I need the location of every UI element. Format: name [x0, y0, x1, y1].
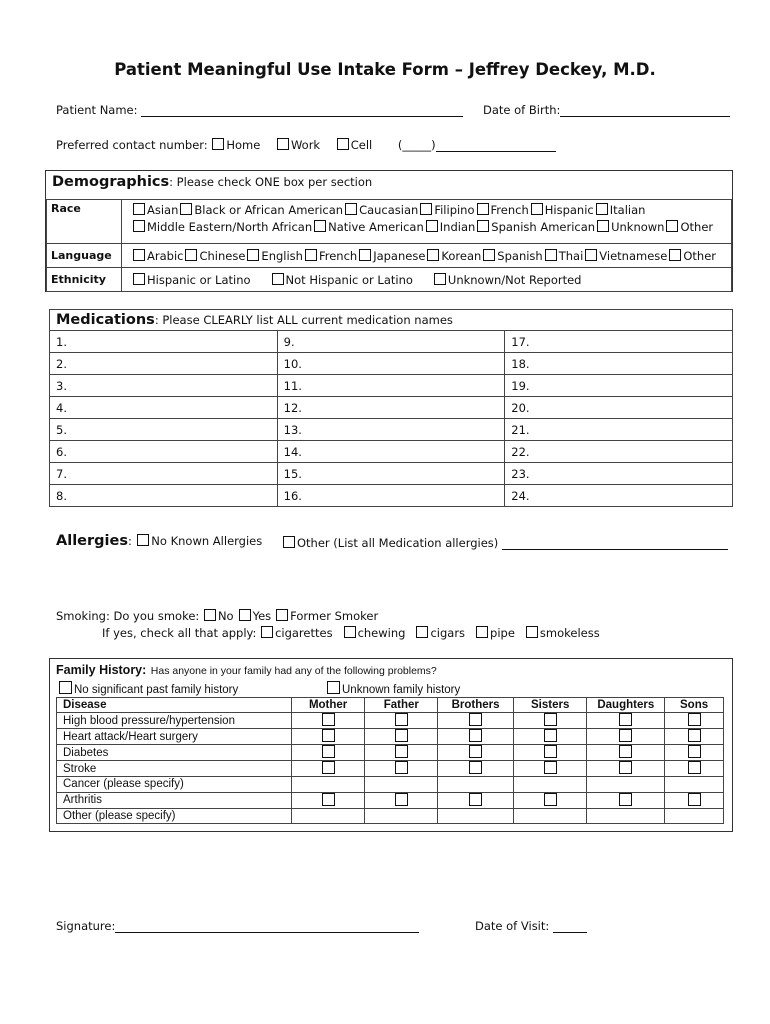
relative-daughters-checkbox[interactable]: [619, 745, 632, 758]
family-history-header: [56, 661, 437, 679]
race-asian-checkbox[interactable]: [133, 203, 145, 215]
unknown-history-checkbox[interactable]: [327, 681, 340, 694]
relative-cell: [665, 792, 724, 808]
ethnicity-option-hispanic-or-latino: [132, 273, 251, 287]
language-option-korean: [426, 249, 481, 263]
column-header-daughters: Daughters: [587, 698, 665, 713]
allergies-heading: Allergies: [56, 533, 128, 549]
relative-mother-checkbox[interactable]: [322, 793, 335, 806]
medication-cell[interactable]: 10.: [277, 353, 505, 375]
race-italian-checkbox[interactable]: [596, 203, 608, 215]
relative-cell: [291, 792, 365, 808]
smoking-type-option-cigars: [415, 626, 465, 640]
ethnicity-hispanic-or-latino-label: Hispanic or Latino: [147, 272, 251, 287]
allergies-colon: :: [127, 534, 132, 548]
language-label: Language: [47, 244, 122, 268]
medication-cell[interactable]: 14.: [277, 441, 505, 463]
smoking-former-smoker-label: Former Smoker: [290, 609, 379, 623]
race-black-or-african-american-checkbox[interactable]: [180, 203, 192, 215]
no-significant-history-checkbox[interactable]: [59, 681, 72, 694]
race-filipino-checkbox[interactable]: [420, 203, 432, 215]
phone-area-code[interactable]: (_____): [397, 138, 436, 152]
language-option-chinese: [184, 249, 245, 263]
race-option-french: [476, 202, 529, 219]
family-history-row: [57, 745, 724, 761]
relative-mother-checkbox[interactable]: [322, 713, 335, 726]
family-history-section: [49, 658, 733, 832]
relative-sisters-checkbox[interactable]: [544, 745, 557, 758]
race-asian-label: Asian: [147, 203, 179, 217]
race-options: [122, 200, 732, 244]
patient-name-row: [56, 103, 463, 117]
language-thai-label: Thai: [558, 248, 584, 263]
medication-cell[interactable]: 3.: [50, 375, 278, 397]
language-other-label: Other: [683, 248, 717, 263]
relative-cell: [438, 729, 514, 745]
family-history-heading: Family History:: [56, 663, 147, 677]
relative-cell: [365, 761, 438, 777]
demographics-header: [46, 171, 732, 199]
race-spanish-american-label: Spanish American: [491, 220, 596, 234]
race-middle-eastern-north-african-label: Middle Eastern/North African: [147, 220, 313, 234]
medication-cell[interactable]: 6.: [50, 441, 278, 463]
relative-cell: [291, 713, 365, 729]
smoking-type-option-cigarettes: [260, 626, 333, 640]
language-english-checkbox[interactable]: [247, 249, 259, 261]
race-other-label: Other: [680, 220, 714, 234]
dob-row: [483, 103, 730, 117]
disease-name: Other (please specify): [57, 808, 292, 824]
dob-label: Date of Birth:: [483, 103, 561, 117]
smoking-type-chewing-checkbox[interactable]: [344, 626, 356, 638]
patient-name-label: Patient Name:: [56, 103, 138, 117]
contact-label: Preferred contact number:: [56, 138, 208, 152]
relative-sisters-checkbox[interactable]: [544, 761, 557, 774]
medication-cell[interactable]: 7.: [50, 463, 278, 485]
family-history-header-row: [57, 698, 724, 713]
language-option-other: [668, 249, 716, 263]
relative-cell: [513, 729, 587, 745]
language-option-thai: [544, 249, 584, 263]
relative-cell: [438, 713, 514, 729]
relative-cell: [365, 777, 438, 793]
smoking-yes-checkbox[interactable]: [239, 609, 251, 621]
contact-work-checkbox[interactable]: [277, 138, 289, 150]
ethnicity-options: [122, 268, 732, 292]
relative-cell: [365, 792, 438, 808]
relative-cell: [587, 745, 665, 761]
relative-cell: [291, 761, 365, 777]
other-allergies-field[interactable]: [502, 537, 728, 550]
language-option-vietnamese: [584, 249, 667, 263]
disease-name: Cancer (please specify): [57, 777, 292, 793]
relative-cell: [665, 777, 724, 793]
medication-cell[interactable]: 18.: [505, 353, 733, 375]
race-black-or-african-american-label: Black or African American: [194, 203, 344, 217]
language-korean-checkbox[interactable]: [427, 249, 439, 261]
relative-cell: [291, 729, 365, 745]
race-french-checkbox[interactable]: [477, 203, 489, 215]
unknown-history-option: [326, 681, 460, 696]
race-option-native-american: [313, 219, 424, 236]
language-korean-label: Korean: [441, 248, 482, 263]
relative-cell: [365, 713, 438, 729]
relative-cell: [665, 761, 724, 777]
relative-cell: [291, 777, 365, 793]
relative-brothers-checkbox[interactable]: [469, 793, 482, 806]
ethnicity-row: [47, 268, 732, 292]
relative-father-checkbox[interactable]: [395, 793, 408, 806]
relative-sisters-checkbox[interactable]: [544, 729, 557, 742]
race-caucasian-checkbox[interactable]: [345, 203, 357, 215]
medication-cell[interactable]: 22.: [505, 441, 733, 463]
race-french-label: French: [490, 203, 529, 217]
relative-cell: [513, 792, 587, 808]
medication-cell[interactable]: 16.: [277, 485, 505, 507]
ethnicity-unknown-not-reported-checkbox[interactable]: [434, 273, 446, 285]
other-allergies-row: [282, 536, 728, 550]
relative-brothers-checkbox[interactable]: [469, 761, 482, 774]
smoking-no-checkbox[interactable]: [204, 609, 216, 621]
unknown-history-label: Unknown family history: [342, 684, 461, 696]
relative-father-checkbox[interactable]: [395, 745, 408, 758]
dob-field[interactable]: [560, 104, 730, 117]
race-option-hispanic: [530, 202, 594, 219]
race-hispanic-label: Hispanic: [544, 203, 594, 217]
language-french-label: French: [318, 248, 358, 263]
language-vietnamese-label: Vietnamese: [599, 248, 668, 263]
medication-row: [50, 419, 733, 441]
relative-cell: [587, 729, 665, 745]
smoking-option-no: [203, 609, 234, 623]
medication-cell[interactable]: 1.: [50, 331, 278, 353]
relative-mother-checkbox[interactable]: [322, 761, 335, 774]
relative-cell: [513, 713, 587, 729]
medication-row: [50, 485, 733, 507]
other-allergies-checkbox[interactable]: [283, 536, 295, 548]
race-hispanic-checkbox[interactable]: [531, 203, 543, 215]
column-header-sisters: Sisters: [513, 698, 587, 713]
language-other-checkbox[interactable]: [669, 249, 681, 261]
smoking-type-cigars-label: cigars: [430, 626, 466, 640]
medication-cell[interactable]: 12.: [277, 397, 505, 419]
smoking-type-pipe-label: pipe: [490, 626, 515, 640]
relative-cell: [587, 792, 665, 808]
medication-cell[interactable]: 24.: [505, 485, 733, 507]
column-header-mother: Mother: [291, 698, 365, 713]
language-thai-checkbox[interactable]: [545, 249, 557, 261]
relative-brothers-checkbox[interactable]: [469, 745, 482, 758]
column-header-disease: Disease: [57, 698, 292, 713]
patient-name-field[interactable]: [141, 104, 463, 117]
language-option-japanese: [358, 249, 425, 263]
medication-cell[interactable]: 11.: [277, 375, 505, 397]
relative-cell: [438, 761, 514, 777]
medication-row: [50, 331, 733, 353]
language-french-checkbox[interactable]: [305, 249, 317, 261]
relative-cell: [438, 777, 514, 793]
ethnicity-not-hispanic-or-latino-checkbox[interactable]: [272, 273, 284, 285]
date-of-visit-row: [475, 919, 587, 933]
contact-home-checkbox[interactable]: [212, 138, 224, 150]
relative-cell: [513, 745, 587, 761]
ethnicity-option-not-hispanic-or-latino: [271, 273, 413, 287]
smoking-type-option-smokeless: [525, 626, 600, 640]
race-indian-checkbox[interactable]: [426, 220, 438, 232]
medication-cell[interactable]: 20.: [505, 397, 733, 419]
smoking-question: Smoking: Do you smoke:: [56, 609, 200, 623]
medications-table: [49, 330, 733, 507]
race-middle-eastern-north-african-checkbox[interactable]: [133, 220, 145, 232]
family-history-row: [57, 713, 724, 729]
medication-cell[interactable]: 23.: [505, 463, 733, 485]
ethnicity-option-unknown-not-reported: [433, 273, 582, 287]
language-row: [47, 244, 732, 268]
relative-father-checkbox[interactable]: [395, 713, 408, 726]
contact-cell-label: Cell: [350, 138, 373, 152]
smoking-yes-label: Yes: [252, 609, 272, 623]
relative-sons-checkbox[interactable]: [688, 793, 701, 806]
contact-home-label: Home: [226, 138, 261, 152]
column-header-brothers: Brothers: [438, 698, 514, 713]
ethnicity-hispanic-or-latino-checkbox[interactable]: [133, 273, 145, 285]
medication-cell[interactable]: 8.: [50, 485, 278, 507]
race-other-checkbox[interactable]: [666, 220, 678, 232]
relative-cell: [291, 745, 365, 761]
relative-daughters-checkbox[interactable]: [619, 729, 632, 742]
medication-cell[interactable]: 15.: [277, 463, 505, 485]
contact-work-label: Work: [290, 138, 321, 152]
relative-cell: [587, 808, 665, 824]
race-option-caucasian: [344, 202, 418, 219]
ethnicity-unknown-not-reported-label: Unknown/Not Reported: [447, 272, 582, 287]
medication-cell[interactable]: 9.: [277, 331, 505, 353]
relative-father-checkbox[interactable]: [395, 729, 408, 742]
language-arabic-checkbox[interactable]: [133, 249, 145, 261]
relative-brothers-checkbox[interactable]: [469, 729, 482, 742]
smoking-type-pipe-checkbox[interactable]: [476, 626, 488, 638]
smoking-row: [56, 609, 382, 623]
medication-cell[interactable]: 21.: [505, 419, 733, 441]
race-option-indian: [425, 219, 476, 236]
medication-cell[interactable]: 13.: [277, 419, 505, 441]
allergies-row: [56, 532, 262, 550]
relative-mother-checkbox[interactable]: [322, 745, 335, 758]
medication-row: [50, 353, 733, 375]
race-option-spanish-american: [476, 219, 595, 236]
relative-cell: [513, 777, 587, 793]
relative-cell: [665, 745, 724, 761]
contact-row: [56, 138, 556, 152]
other-allergies-label: Other (List all Medication allergies): [297, 536, 499, 550]
medication-row: [50, 463, 733, 485]
ethnicity-label: Ethnicity: [47, 268, 122, 292]
race-option-unknown: [596, 219, 664, 236]
relative-cell: [587, 761, 665, 777]
no-significant-history-option: [58, 681, 238, 696]
race-spanish-american-checkbox[interactable]: [477, 220, 489, 232]
smoking-type-cigarettes-checkbox[interactable]: [261, 626, 273, 638]
language-japanese-checkbox[interactable]: [359, 249, 371, 261]
relative-father-checkbox[interactable]: [395, 761, 408, 774]
signature-row: [56, 919, 419, 933]
no-known-allergies-label: No Known Allergies: [151, 534, 263, 548]
smoking-type-smokeless-label: smokeless: [539, 626, 600, 640]
relative-sisters-checkbox[interactable]: [544, 713, 557, 726]
race-unknown-label: Unknown: [611, 220, 665, 234]
relative-cell: [587, 777, 665, 793]
language-spanish-checkbox[interactable]: [483, 249, 495, 261]
disease-name: Heart attack/Heart surgery: [57, 729, 292, 745]
relative-cell: [291, 808, 365, 824]
smoking-no-label: No: [217, 609, 234, 623]
language-option-english: [246, 249, 303, 263]
family-history-row: [57, 808, 724, 824]
no-significant-history-label: No significant past family history: [74, 684, 239, 696]
relative-mother-checkbox[interactable]: [322, 729, 335, 742]
relative-daughters-checkbox[interactable]: [619, 793, 632, 806]
relative-sons-checkbox[interactable]: [688, 745, 701, 758]
medication-cell[interactable]: 2.: [50, 353, 278, 375]
family-history-table: [56, 697, 724, 824]
relative-cell: [438, 808, 514, 824]
relative-brothers-checkbox[interactable]: [469, 713, 482, 726]
language-english-label: English: [261, 248, 303, 263]
medications-section: [49, 309, 733, 511]
race-indian-label: Indian: [439, 220, 476, 234]
race-unknown-checkbox[interactable]: [597, 220, 609, 232]
language-chinese-label: Chinese: [199, 248, 246, 263]
demographics-subheading: : Please check ONE box per section: [169, 175, 373, 189]
smoking-option-former-smoker: [275, 609, 378, 623]
medication-row: [50, 397, 733, 419]
family-history-row: [57, 729, 724, 745]
smoking-type-cigarettes-label: cigarettes: [275, 626, 333, 640]
disease-name: High blood pressure/hypertension: [57, 713, 292, 729]
smoking-type-option-chewing: [343, 626, 406, 640]
phone-number-field[interactable]: [436, 139, 556, 152]
language-chinese-checkbox[interactable]: [185, 249, 197, 261]
race-native-american-label: Native American: [328, 220, 424, 234]
race-option-filipino: [419, 202, 474, 219]
signature-field[interactable]: [115, 920, 419, 933]
family-history-row: [57, 777, 724, 793]
disease-name: Stroke: [57, 761, 292, 777]
signature-label: Signature:: [56, 919, 116, 933]
relative-sisters-checkbox[interactable]: [544, 793, 557, 806]
race-caucasian-label: Caucasian: [359, 203, 419, 217]
relative-cell: [665, 808, 724, 824]
race-native-american-checkbox[interactable]: [314, 220, 326, 232]
smoking-type-cigars-checkbox[interactable]: [416, 626, 428, 638]
medication-row: [50, 441, 733, 463]
relative-sons-checkbox[interactable]: [688, 713, 701, 726]
race-italian-label: Italian: [609, 203, 646, 217]
smoking-type-option-pipe: [475, 626, 515, 640]
race-option-black-or-african-american: [179, 202, 343, 219]
medication-cell[interactable]: 5.: [50, 419, 278, 441]
medication-cell[interactable]: 17.: [505, 331, 733, 353]
language-option-french: [304, 249, 357, 263]
relative-cell: [438, 792, 514, 808]
disease-name: Diabetes: [57, 745, 292, 761]
medications-subheading: : Please CLEARLY list ALL current medication names: [154, 313, 453, 327]
race-option-middle-eastern-north-african: [132, 219, 312, 236]
relative-cell: [438, 745, 514, 761]
race-filipino-label: Filipino: [434, 203, 475, 217]
date-of-visit-field[interactable]: [553, 920, 587, 933]
smoking-former-smoker-checkbox[interactable]: [276, 609, 288, 621]
smoking-followup: If yes, check all that apply:: [102, 626, 257, 640]
form-title: Patient Meaningful Use Intake Form – Jeffrey Deckey, M.D.: [114, 60, 656, 79]
race-option-italian: [595, 202, 646, 219]
race-option-asian: [132, 202, 178, 219]
no-known-allergies-checkbox[interactable]: [137, 534, 149, 546]
relative-cell: [365, 729, 438, 745]
column-header-father: Father: [365, 698, 438, 713]
smoking-types-row: [102, 626, 610, 640]
smoking-type-smokeless-checkbox[interactable]: [526, 626, 538, 638]
language-vietnamese-checkbox[interactable]: [585, 249, 597, 261]
disease-name: Arthritis: [57, 792, 292, 808]
family-history-row: [57, 792, 724, 808]
language-japanese-label: Japanese: [373, 248, 426, 263]
demographics-heading: Demographics: [52, 174, 170, 190]
language-option-spanish: [482, 249, 542, 263]
column-header-sons: Sons: [665, 698, 724, 713]
contact-cell-checkbox[interactable]: [337, 138, 349, 150]
smoking-type-chewing-label: chewing: [357, 626, 406, 640]
relative-cell: [365, 745, 438, 761]
medication-cell[interactable]: 19.: [505, 375, 733, 397]
race-option-other: [665, 219, 713, 236]
language-arabic-label: Arabic: [147, 248, 184, 263]
relative-sons-checkbox[interactable]: [688, 761, 701, 774]
relative-cell: [513, 808, 587, 824]
demographics-table: [46, 199, 732, 292]
relative-cell: [665, 713, 724, 729]
family-history-row: [57, 761, 724, 777]
relative-sons-checkbox[interactable]: [688, 729, 701, 742]
relative-cell: [513, 761, 587, 777]
relative-daughters-checkbox[interactable]: [619, 761, 632, 774]
relative-cell: [587, 713, 665, 729]
medications-heading: Medications: [56, 312, 155, 328]
demographics-section: [45, 170, 733, 292]
medications-header: [49, 309, 733, 330]
race-label: Race: [47, 200, 122, 244]
language-options: [122, 244, 732, 268]
medication-row: [50, 375, 733, 397]
relative-cell: [365, 808, 438, 824]
medication-cell[interactable]: 4.: [50, 397, 278, 419]
language-spanish-label: Spanish: [497, 248, 543, 263]
family-history-subheading: Has anyone in your family had any of the following problems?: [150, 665, 437, 677]
relative-daughters-checkbox[interactable]: [619, 713, 632, 726]
date-of-visit-label: Date of Visit:: [475, 919, 550, 933]
smoking-option-yes: [238, 609, 272, 623]
race-row: [47, 200, 732, 244]
ethnicity-not-hispanic-or-latino-label: Not Hispanic or Latino: [285, 272, 413, 287]
relative-cell: [665, 729, 724, 745]
language-option-arabic: [132, 249, 183, 263]
